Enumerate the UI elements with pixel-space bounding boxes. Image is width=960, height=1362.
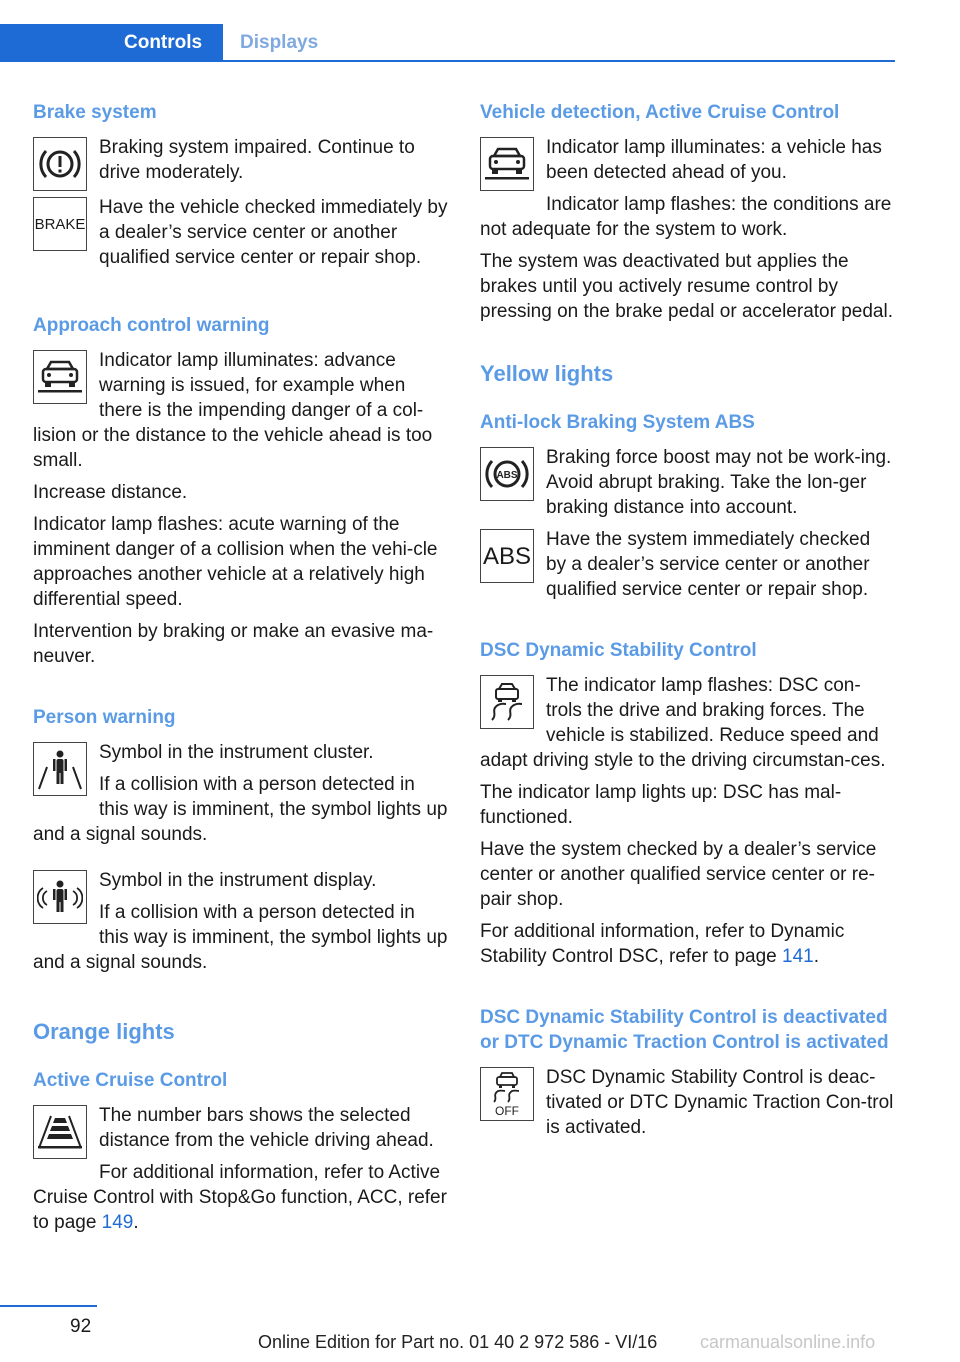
- heading-orange-lights: Orange lights: [33, 1019, 175, 1044]
- person-cluster-icon: [33, 742, 87, 796]
- distance-bars-icon: [33, 1105, 87, 1159]
- abs-circle-label: ABS: [496, 470, 518, 481]
- section-active-cruise-control: [33, 1068, 448, 1235]
- acc-text-2: [33, 1160, 448, 1235]
- abs-icon-label: ABS: [482, 542, 532, 570]
- dscoff-text-1: DSC Dynamic Stability Control is deac-tivated or DTC Dynamic Traction Con-trol is activated.: [546, 1067, 894, 1138]
- heading-abs: Anti-lock Braking System ABS: [480, 412, 755, 433]
- section-approach-warning: [33, 313, 448, 669]
- dsc-text-2: The indicator lamp lights up: DSC has mal-functioned.: [480, 782, 842, 828]
- person-text-a1: Symbol in the instrument cluster.: [99, 742, 374, 763]
- abs-circle-icon: [480, 447, 534, 501]
- brake-text-1: Braking system impaired. Continue to drive moderately.: [99, 137, 415, 183]
- brake-warning-icon: [33, 137, 87, 191]
- heading-yellow-lights: Yellow lights: [480, 361, 614, 386]
- dsc-skid-icon: [480, 675, 534, 729]
- brake-icon-label: BRAKE: [34, 215, 86, 233]
- tab-controls[interactable]: Controls: [0, 24, 223, 62]
- acc-page-link[interactable]: 149: [101, 1212, 134, 1233]
- acc-text-1: The number bars shows the selected distance from the vehicle driving ahead.: [99, 1105, 434, 1151]
- dsc-text-4: [480, 919, 895, 969]
- approach-text-1: Indicator lamp illuminates: advance warning is issued, for example when there is the impending danger of a col-lision or the distance to the vehicle ahead is too small.: [33, 350, 433, 471]
- section-abs: [480, 410, 895, 602]
- vehicle-text-3: The system was deactivated but applies the brakes until you actively resume control by pressing on the brake pedal or accelerator pedal.: [480, 251, 893, 322]
- dsc-text-3: Have the system checked by a dealer’s service center or another qualified service center or re-pair shop.: [480, 839, 877, 910]
- page-number-rule: [0, 1305, 97, 1307]
- approach-text-3: Indicator lamp flashes: acute warning of the imminent danger of a collision when the vehi-cle approaches another vehicle at a relatively high differential speed.: [33, 514, 438, 610]
- right-column: [480, 100, 895, 1176]
- heading-dsc-off: DSC Dynamic Stability Control is deactivated or DTC Dynamic Traction Control is activated: [480, 1007, 889, 1053]
- chapter-tabs: [0, 24, 895, 62]
- dsc-page-link[interactable]: 141: [782, 946, 814, 967]
- person-display-icon: [33, 870, 87, 924]
- brake-text-2: Have the vehicle checked immediately by a dealer’s service center or another qualified service center or repair shop.: [99, 197, 448, 268]
- left-column: [33, 100, 448, 1271]
- heading-active-cruise-control: Active Cruise Control: [33, 1070, 228, 1091]
- vehicle-text-1: Indicator lamp illuminates: a vehicle has been detected ahead of you.: [546, 137, 882, 183]
- section-vehicle-detection: [480, 100, 895, 324]
- abs-text-2: Have the system immediately checked by a dealer’s service center or another qualified service center or repair shop.: [546, 529, 871, 600]
- acc-text-2-main: For additional information, refer to Active Cruise Control with Stop&Go function, ACC, refer to page: [33, 1162, 447, 1233]
- abs-text-1: Braking force boost may not be work-ing. Avoid abrupt braking. Take the lon-ger braking distance into account.: [546, 447, 892, 518]
- heading-approach-warning: Approach control warning: [33, 315, 270, 336]
- person-text-a2: If a collision with a person detected in this way is imminent, the symbol lights up and a signal sounds.: [33, 774, 448, 845]
- tab-rule: [223, 60, 895, 62]
- section-dsc: [480, 638, 895, 969]
- online-edition-note: Online Edition for Part no. 01 40 2 972 586 - VI/16: [258, 1332, 658, 1352]
- heading-vehicle-detection: Vehicle detection, Active Cruise Control: [480, 102, 840, 123]
- vehicle-text-2: Indicator lamp flashes: the conditions are not adequate for the system to work.: [480, 194, 892, 240]
- approach-text-4: Intervention by braking or make an evasive ma-neuver.: [33, 621, 434, 667]
- car-ahead-icon: [33, 350, 87, 404]
- dsc-text-4-main: For additional information, refer to Dynamic Stability Control DSC, refer to page: [480, 921, 845, 967]
- heading-brake-system: Brake system: [33, 102, 157, 123]
- person-text-b2: If a collision with a person detected in this way is imminent, the symbol lights up and a signal sounds.: [33, 902, 448, 973]
- page-number: 92: [70, 1316, 92, 1337]
- section-dsc-off: [480, 1005, 895, 1140]
- section-brake-system: [33, 100, 448, 277]
- acc-text-2-end: .: [133, 1212, 139, 1233]
- dsc-text-4-end: .: [813, 946, 820, 967]
- approach-text-2: Increase distance.: [33, 482, 188, 503]
- tab-displays[interactable]: Displays: [240, 32, 319, 53]
- section-person-warning: [33, 705, 448, 982]
- dsc-off-icon: [480, 1067, 534, 1121]
- heading-person-warning: Person warning: [33, 707, 176, 728]
- person-text-b1: Symbol in the instrument display.: [99, 870, 377, 891]
- abs-text-icon: [480, 529, 534, 583]
- heading-dsc: DSC Dynamic Stability Control: [480, 640, 757, 661]
- vehicle-detected-icon: [480, 137, 534, 191]
- dsc-off-label: OFF: [495, 1104, 519, 1118]
- dsc-text-1: The indicator lamp flashes: DSC con-trols the drive and braking forces. The vehicle is stabilized. Reduce speed and adapt driving style to the driving circumstan-ces.: [480, 675, 886, 771]
- brake-text-icon: [33, 197, 87, 251]
- watermark: carmanualsonline.info: [700, 1332, 876, 1352]
